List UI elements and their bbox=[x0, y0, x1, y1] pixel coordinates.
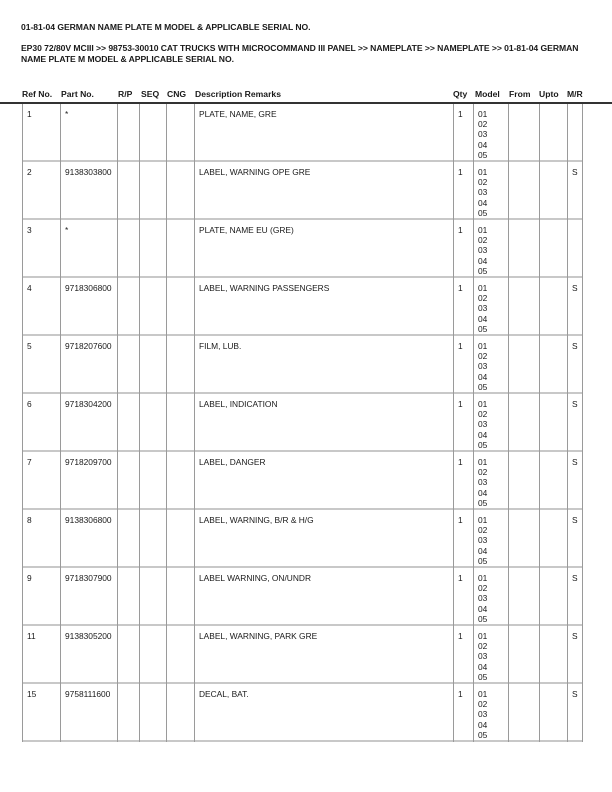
qty-cell: 1 bbox=[453, 220, 473, 278]
part-no-cell: 9138303800 bbox=[60, 162, 117, 220]
rp-cell bbox=[117, 278, 139, 336]
table-row bbox=[22, 278, 583, 336]
table-header bbox=[0, 89, 612, 101]
model-code: 03 bbox=[478, 535, 488, 546]
ref-no-cell: 4 bbox=[22, 278, 60, 336]
upto-cell bbox=[539, 336, 567, 394]
table-row bbox=[22, 510, 583, 568]
description-cell: DECAL, BAT. bbox=[194, 684, 453, 742]
model-code: 04 bbox=[478, 429, 488, 440]
mr-cell: S bbox=[567, 568, 583, 626]
seq-cell bbox=[139, 510, 166, 568]
description-cell: LABEL, DANGER bbox=[194, 452, 453, 510]
model-code: 02 bbox=[478, 235, 488, 246]
model-code: 05 bbox=[478, 439, 488, 450]
rp-cell bbox=[117, 336, 139, 394]
table-row bbox=[22, 162, 583, 220]
qty-cell: 1 bbox=[453, 394, 473, 452]
model-code: 05 bbox=[478, 613, 488, 624]
seq-cell bbox=[139, 626, 166, 684]
mr-cell: S bbox=[567, 452, 583, 510]
table-row bbox=[22, 336, 583, 394]
ref-no-cell: 2 bbox=[22, 162, 60, 220]
table-row bbox=[22, 394, 583, 452]
qty-cell: 1 bbox=[453, 104, 473, 162]
col-description: Description Remarks bbox=[195, 89, 281, 99]
from-cell bbox=[508, 336, 539, 394]
col-from: From bbox=[509, 89, 531, 99]
description-cell: FILM, LUB. bbox=[194, 336, 453, 394]
upto-cell bbox=[539, 684, 567, 742]
ref-no-cell: 5 bbox=[22, 336, 60, 394]
breadcrumb: EP30 72/80V MCIII >> 98753-30010 CAT TRUCKS WITH MICROCOMMAND III PANEL >> NAMEPLATE >> NAMEPLATE >> 01-81-04 GERMAN NAME PLATE M MODEL & APPLICABLE SERIAL NO. bbox=[21, 43, 579, 64]
mr-cell: S bbox=[567, 278, 583, 336]
col-mr: M/R bbox=[567, 89, 583, 99]
seq-cell bbox=[139, 568, 166, 626]
cng-cell bbox=[166, 278, 194, 336]
page-title: 01-81-04 GERMAN NAME PLATE M MODEL & APPLICABLE SERIAL NO. bbox=[21, 22, 311, 32]
description-cell: LABEL, INDICATION bbox=[194, 394, 453, 452]
model-code: 01 bbox=[478, 457, 488, 467]
rp-cell bbox=[117, 510, 139, 568]
model-code: 05 bbox=[478, 323, 488, 334]
model-code: 04 bbox=[478, 719, 488, 730]
model-code: 05 bbox=[478, 265, 488, 276]
model-code: 04 bbox=[478, 255, 488, 266]
model-code: 01 bbox=[478, 399, 488, 409]
model-code: 04 bbox=[478, 139, 488, 150]
table-row bbox=[22, 452, 583, 510]
upto-cell bbox=[539, 626, 567, 684]
from-cell bbox=[508, 278, 539, 336]
model-code: 02 bbox=[478, 177, 488, 188]
cng-cell bbox=[166, 336, 194, 394]
model-code: 03 bbox=[478, 651, 488, 662]
qty-cell: 1 bbox=[453, 684, 473, 742]
cng-cell bbox=[166, 394, 194, 452]
seq-cell bbox=[139, 104, 166, 162]
rp-cell bbox=[117, 394, 139, 452]
ref-no-cell: 6 bbox=[22, 394, 60, 452]
qty-cell: 1 bbox=[453, 336, 473, 394]
mr-cell bbox=[567, 220, 583, 278]
cng-cell bbox=[166, 104, 194, 162]
upto-cell bbox=[539, 394, 567, 452]
parts-table bbox=[22, 104, 583, 742]
seq-cell bbox=[139, 394, 166, 452]
cng-cell bbox=[166, 510, 194, 568]
upto-cell bbox=[539, 104, 567, 162]
mr-cell: S bbox=[567, 684, 583, 742]
model-cell bbox=[473, 568, 508, 626]
from-cell bbox=[508, 104, 539, 162]
table-row bbox=[22, 104, 583, 162]
seq-cell bbox=[139, 452, 166, 510]
seq-cell bbox=[139, 162, 166, 220]
qty-cell: 1 bbox=[453, 510, 473, 568]
description-cell: LABEL, WARNING, B/R & H/G bbox=[194, 510, 453, 568]
model-code: 04 bbox=[478, 371, 488, 382]
model-code: 01 bbox=[478, 283, 488, 293]
col-ref-no: Ref No. bbox=[22, 89, 53, 99]
table-row bbox=[22, 220, 583, 278]
model-cell bbox=[473, 394, 508, 452]
from-cell bbox=[508, 394, 539, 452]
model-code: 02 bbox=[478, 641, 488, 652]
description-cell: PLATE, NAME EU (GRE) bbox=[194, 220, 453, 278]
upto-cell bbox=[539, 510, 567, 568]
model-code: 03 bbox=[478, 361, 488, 372]
model-code: 03 bbox=[478, 303, 488, 314]
upto-cell bbox=[539, 220, 567, 278]
part-no-cell: * bbox=[60, 220, 117, 278]
model-code: 01 bbox=[478, 515, 488, 525]
mr-cell: S bbox=[567, 336, 583, 394]
model-code: 05 bbox=[478, 207, 488, 218]
ref-no-cell: 1 bbox=[22, 104, 60, 162]
model-code: 05 bbox=[478, 149, 488, 160]
model-cell bbox=[473, 452, 508, 510]
model-cell bbox=[473, 684, 508, 742]
model-code: 05 bbox=[478, 381, 488, 392]
ref-no-cell: 9 bbox=[22, 568, 60, 626]
ref-no-cell: 3 bbox=[22, 220, 60, 278]
rp-cell bbox=[117, 568, 139, 626]
model-cell bbox=[473, 626, 508, 684]
seq-cell bbox=[139, 278, 166, 336]
model-code: 01 bbox=[478, 341, 488, 351]
cng-cell bbox=[166, 626, 194, 684]
cng-cell bbox=[166, 568, 194, 626]
rp-cell bbox=[117, 626, 139, 684]
rp-cell bbox=[117, 104, 139, 162]
model-cell bbox=[473, 162, 508, 220]
cng-cell bbox=[166, 684, 194, 742]
upto-cell bbox=[539, 568, 567, 626]
col-part-no: Part No. bbox=[61, 89, 94, 99]
col-cng: CNG bbox=[167, 89, 187, 99]
model-code: 02 bbox=[478, 409, 488, 420]
model-cell bbox=[473, 104, 508, 162]
part-no-cell: 9758111600 bbox=[60, 684, 117, 742]
seq-cell bbox=[139, 336, 166, 394]
mr-cell bbox=[567, 104, 583, 162]
model-code: 02 bbox=[478, 119, 488, 130]
cng-cell bbox=[166, 162, 194, 220]
qty-cell: 1 bbox=[453, 626, 473, 684]
col-seq: SEQ bbox=[141, 89, 160, 99]
part-no-cell: * bbox=[60, 104, 117, 162]
from-cell bbox=[508, 684, 539, 742]
model-code: 03 bbox=[478, 187, 488, 198]
part-no-cell: 9718304200 bbox=[60, 394, 117, 452]
description-cell: PLATE, NAME, GRE bbox=[194, 104, 453, 162]
part-no-cell: 9718306800 bbox=[60, 278, 117, 336]
col-upto: Upto bbox=[539, 89, 559, 99]
mr-cell: S bbox=[567, 394, 583, 452]
seq-cell bbox=[139, 684, 166, 742]
seq-cell bbox=[139, 220, 166, 278]
model-code: 03 bbox=[478, 709, 488, 720]
model-cell bbox=[473, 220, 508, 278]
model-code: 02 bbox=[478, 293, 488, 304]
description-cell: LABEL, WARNING, PARK GRE bbox=[194, 626, 453, 684]
description-cell: LABEL WARNING, ON/UNDR bbox=[194, 568, 453, 626]
model-code: 01 bbox=[478, 167, 488, 177]
from-cell bbox=[508, 568, 539, 626]
model-cell bbox=[473, 510, 508, 568]
upto-cell bbox=[539, 278, 567, 336]
model-code: 04 bbox=[478, 197, 488, 208]
model-code: 05 bbox=[478, 555, 488, 566]
model-code: 02 bbox=[478, 467, 488, 478]
ref-no-cell: 15 bbox=[22, 684, 60, 742]
qty-cell: 1 bbox=[453, 452, 473, 510]
model-code: 05 bbox=[478, 729, 488, 740]
description-cell: LABEL, WARNING OPE GRE bbox=[194, 162, 453, 220]
from-cell bbox=[508, 220, 539, 278]
from-cell bbox=[508, 452, 539, 510]
model-code: 03 bbox=[478, 129, 488, 140]
model-code: 05 bbox=[478, 671, 488, 682]
upto-cell bbox=[539, 162, 567, 220]
cng-cell bbox=[166, 452, 194, 510]
table-row bbox=[22, 684, 583, 742]
qty-cell: 1 bbox=[453, 278, 473, 336]
part-no-cell: 9718307900 bbox=[60, 568, 117, 626]
upto-cell bbox=[539, 452, 567, 510]
mr-cell: S bbox=[567, 162, 583, 220]
col-rp: R/P bbox=[118, 89, 133, 99]
model-code: 03 bbox=[478, 419, 488, 430]
model-code: 01 bbox=[478, 109, 488, 119]
col-model: Model bbox=[475, 89, 500, 99]
table-row bbox=[22, 626, 583, 684]
from-cell bbox=[508, 510, 539, 568]
rp-cell bbox=[117, 684, 139, 742]
model-cell bbox=[473, 278, 508, 336]
model-code: 01 bbox=[478, 631, 488, 641]
description-cell: LABEL, WARNING PASSENGERS bbox=[194, 278, 453, 336]
rp-cell bbox=[117, 162, 139, 220]
model-code: 02 bbox=[478, 351, 488, 362]
model-code: 03 bbox=[478, 477, 488, 488]
col-qty: Qty bbox=[453, 89, 468, 99]
model-code: 02 bbox=[478, 525, 488, 536]
cng-cell bbox=[166, 220, 194, 278]
rp-cell bbox=[117, 220, 139, 278]
rp-cell bbox=[117, 452, 139, 510]
mr-cell: S bbox=[567, 510, 583, 568]
model-code: 01 bbox=[478, 573, 488, 583]
model-code: 02 bbox=[478, 699, 488, 710]
ref-no-cell: 8 bbox=[22, 510, 60, 568]
model-code: 04 bbox=[478, 313, 488, 324]
ref-no-cell: 11 bbox=[22, 626, 60, 684]
ref-no-cell: 7 bbox=[22, 452, 60, 510]
part-no-cell: 9138305200 bbox=[60, 626, 117, 684]
model-code: 04 bbox=[478, 487, 488, 498]
model-code: 05 bbox=[478, 497, 488, 508]
model-code: 01 bbox=[478, 225, 488, 235]
from-cell bbox=[508, 162, 539, 220]
qty-cell: 1 bbox=[453, 568, 473, 626]
model-code: 03 bbox=[478, 593, 488, 604]
part-no-cell: 9718207600 bbox=[60, 336, 117, 394]
model-code: 04 bbox=[478, 661, 488, 672]
part-no-cell: 9718209700 bbox=[60, 452, 117, 510]
model-code: 04 bbox=[478, 603, 488, 614]
mr-cell: S bbox=[567, 626, 583, 684]
model-code: 03 bbox=[478, 245, 488, 256]
model-cell bbox=[473, 336, 508, 394]
table-row bbox=[22, 568, 583, 626]
qty-cell: 1 bbox=[453, 162, 473, 220]
model-code: 02 bbox=[478, 583, 488, 594]
part-no-cell: 9138306800 bbox=[60, 510, 117, 568]
model-code: 04 bbox=[478, 545, 488, 556]
from-cell bbox=[508, 626, 539, 684]
model-code: 01 bbox=[478, 689, 488, 699]
